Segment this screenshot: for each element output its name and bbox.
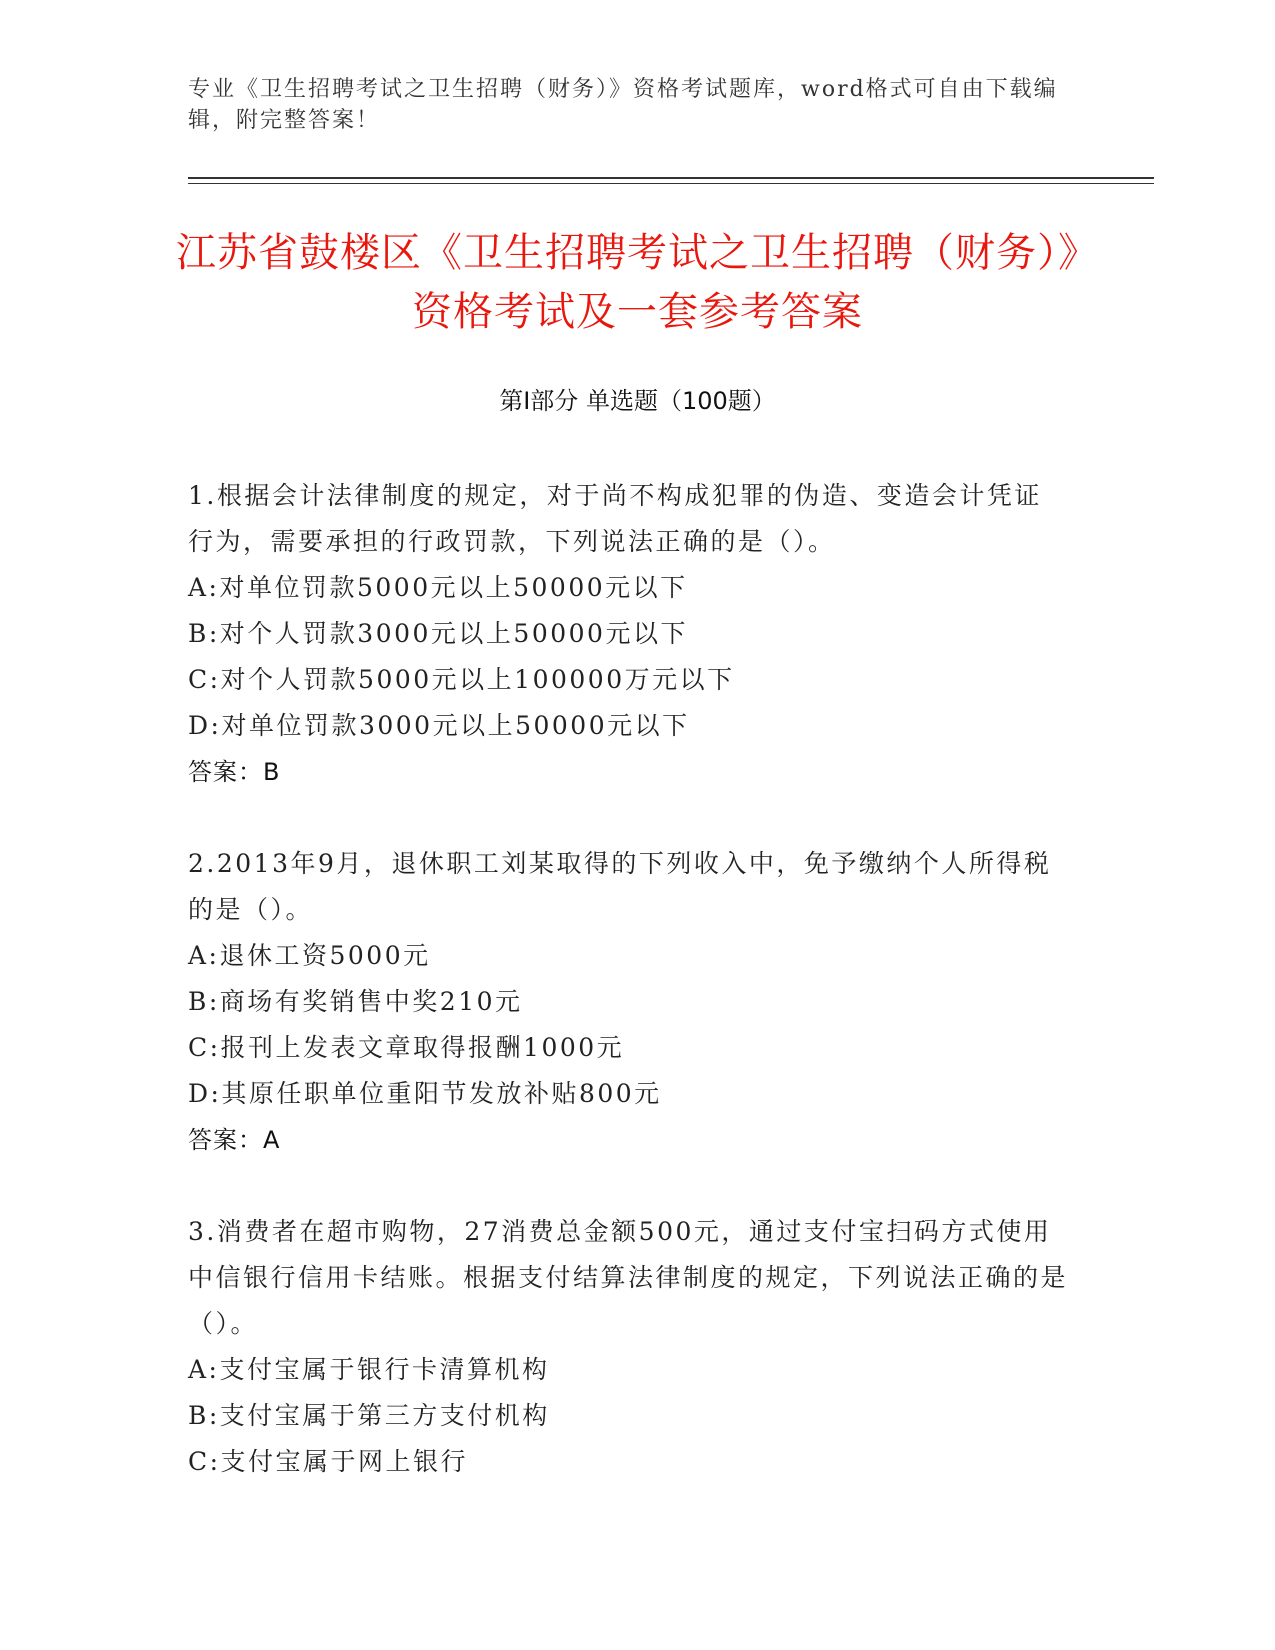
header-note: 专业《卫生招聘考试之卫生招聘（财务）》资格考试题库，word格式可自由下载编辑，附完整答案！	[188, 77, 1058, 133]
option-a: A:支付宝属于银行卡清算机构	[188, 1355, 550, 1384]
question-2	[188, 841, 1068, 1163]
option-c: C:报刊上发表文章取得报酬1000元	[188, 1033, 625, 1062]
question-stem: 1.根据会计法律制度的规定，对于尚不构成犯罪的伪造、变造会计凭证行为，需要承担的行政罚款，下列说法正确的是（）。	[188, 481, 1042, 556]
question-stem: 2.2013年9月，退休职工刘某取得的下列收入中，免予缴纳个人所得税的是（）。	[188, 849, 1052, 924]
section-heading: 第Ⅰ部分 单选题（100题）	[499, 387, 776, 415]
option-b: B:商场有奖销售中奖210元	[188, 987, 523, 1016]
question-stem: 3.消费者在超市购物，27消费总金额500元，通过支付宝扫码方式使用中信银行信用卡结账。根据支付结算法律制度的规定，下列说法正确的是（）。	[188, 1217, 1069, 1338]
answer: 答案：A	[188, 1126, 281, 1154]
option-a: A:对单位罚款5000元以上50000元以下	[188, 573, 688, 602]
document-title: 江苏省鼓楼区《卫生招聘考试之卫生招聘（财务）》资格考试及一套参考答案	[176, 230, 1099, 335]
option-d: D:其原任职单位重阳节发放补贴800元	[188, 1079, 662, 1108]
header-rule-thin	[188, 183, 1154, 184]
option-c: C:支付宝属于网上银行	[188, 1447, 469, 1476]
option-b: B:支付宝属于第三方支付机构	[188, 1401, 550, 1430]
question-1	[188, 473, 1068, 795]
answer: 答案：B	[188, 758, 281, 786]
question-list	[188, 473, 1068, 1531]
header-rule-thick	[188, 177, 1154, 179]
question-3	[188, 1209, 1068, 1485]
option-c: C:对个人罚款5000元以上100000万元以下	[188, 665, 735, 694]
option-b: B:对个人罚款3000元以上50000元以下	[188, 619, 688, 648]
option-d: D:对单位罚款3000元以上50000元以下	[188, 711, 690, 740]
option-a: A:退休工资5000元	[188, 941, 431, 970]
